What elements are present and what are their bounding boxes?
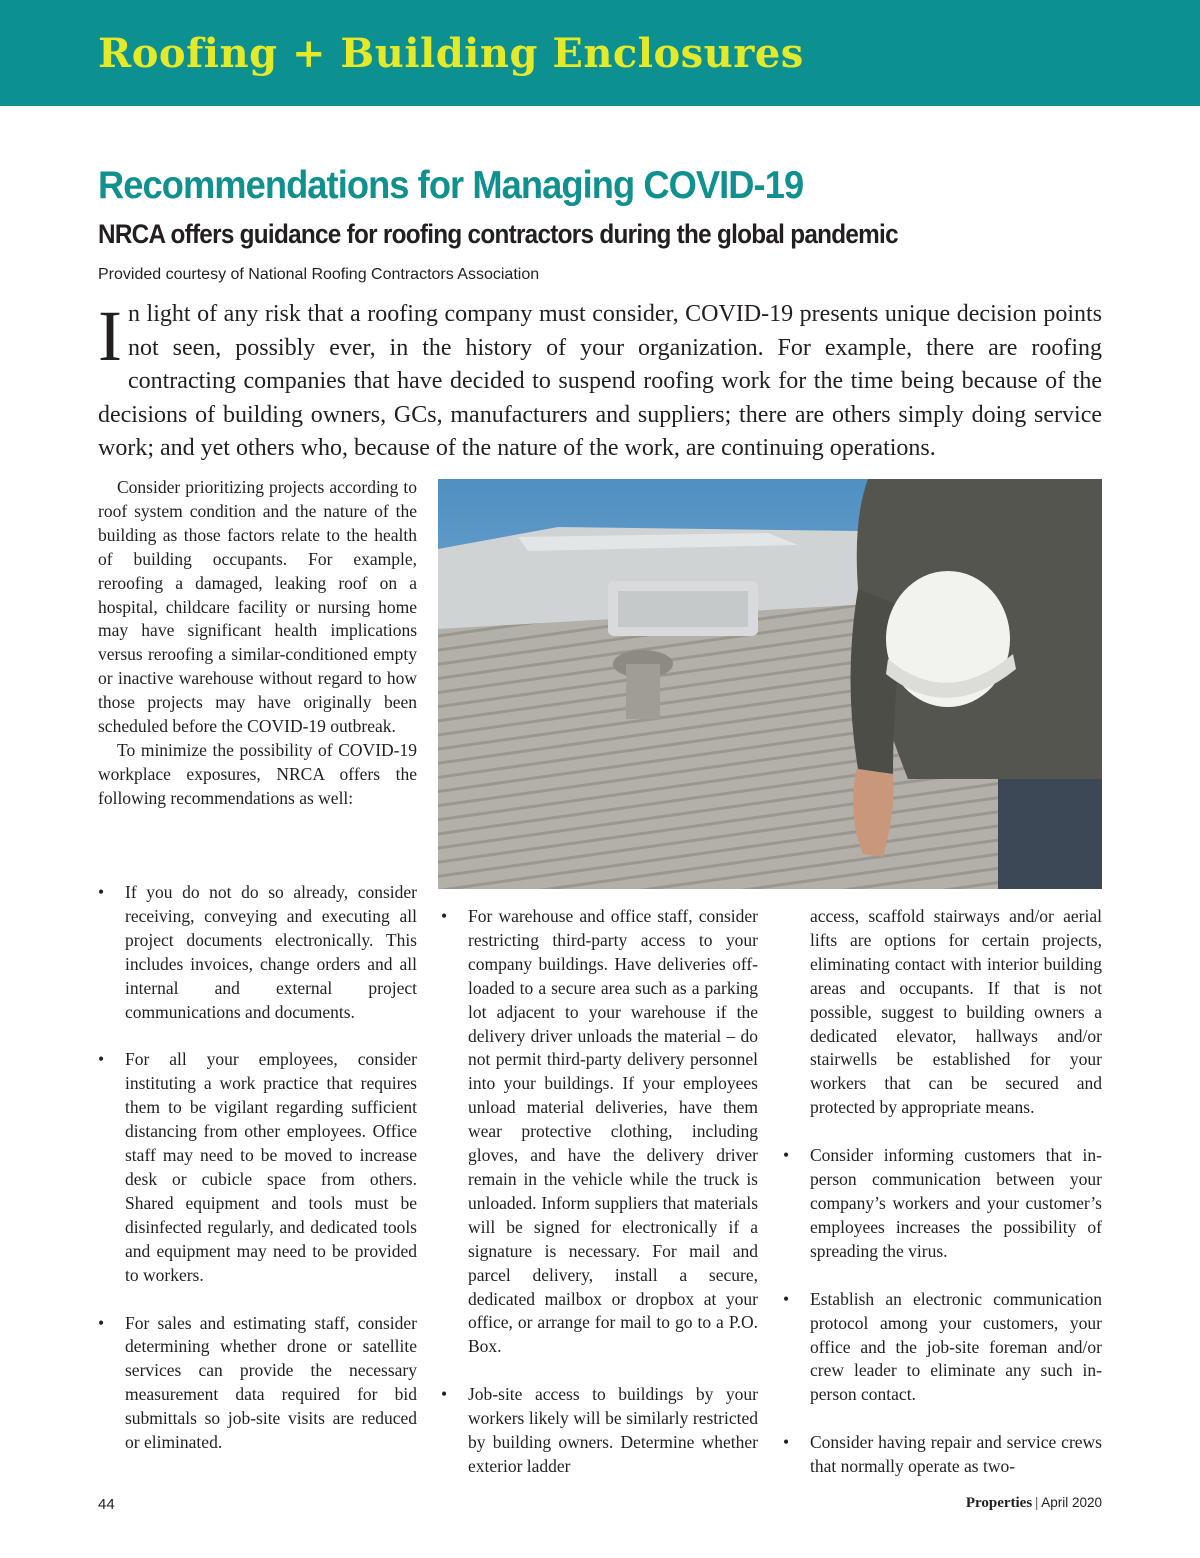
section-title: Roofing + Building Enclosures bbox=[98, 30, 804, 77]
bullet-item: • For all your employees, consider instituting a work practice that requires them to be vigilant regarding sufficient distancing from other employees. Office staff may need to be moved to increase desk or cubicle space from others. Shared equipment and tools must be disinfected regularly, and dedicated tools and equipment may need to be provided to workers. bbox=[98, 1048, 417, 1287]
page-number: 44 bbox=[98, 1496, 115, 1513]
bullet-item: • If you do not do so already, consider receiving, conveying and executing all project documents electronically. This includes invoices, change orders and all internal and external project communications and documents. bbox=[98, 881, 417, 1024]
bullet-item: • Establish an electronic communication protocol among your customers, your office and the job-site foreman and/or crew leader to eliminate any such in-person contact. bbox=[783, 1288, 1102, 1408]
article-headline: Recommendations for Managing COVID-19 bbox=[98, 164, 804, 207]
bullet-item: • Consider informing customers that in-person communication between your company’s workers and your customer’s employees increases the possibility of spreading the virus. bbox=[783, 1144, 1102, 1264]
bullet-continuation: access, scaffold stairways and/or aerial lifts are options for certain projects, eliminating contact with interior building areas and occupants. If that is not possible, suggest to building owners a dedicated elevator, hallways and/or stairwells be established for your workers that can be secured and protected by appropriate means. bbox=[810, 906, 1102, 1118]
column-1-bullets bbox=[98, 881, 417, 1455]
photo-illustration bbox=[438, 479, 1102, 889]
issue-date: April 2020 bbox=[1041, 1495, 1102, 1510]
column-3-body bbox=[783, 905, 1102, 1479]
bullet-item: • For sales and estimating staff, consider determining whether drone or satellite services can provide the necessary measurement data required for bid submittals so job-site visits are reduced or eliminated. bbox=[98, 1312, 417, 1455]
drop-cap: I bbox=[98, 296, 122, 376]
rooftop-worker-photo bbox=[438, 479, 1102, 889]
article-credit: Provided courtesy of National Roofing Contractors Association bbox=[98, 266, 540, 283]
publication-name: Properties bbox=[965, 1495, 1033, 1511]
column-1-body bbox=[98, 476, 417, 811]
footer-separator: | bbox=[1035, 1495, 1039, 1511]
article-subheadline: NRCA offers guidance for roofing contractors during the global pandemic bbox=[98, 219, 898, 249]
intro-text: n light of any risk that a roofing company must consider, COVID-19 presents unique decision points not seen, possibly ever, in the history of your organization. For example, there are roofing contracting companies that have decided to suspend roofing work for the time being because of the decisions of building owners, GCs, manufacturers and suppliers; there are others simply doing service work; and yet others who, because of the nature of the work, are continuing operations. bbox=[98, 301, 1102, 462]
publication-footer bbox=[966, 1495, 1102, 1512]
intro-paragraph bbox=[98, 298, 1102, 466]
body-paragraph: To minimize the possibility of COVID-19 workplace exposures, NRCA offers the following recommendations as well: bbox=[98, 739, 417, 808]
column-2-bullets bbox=[441, 905, 758, 1479]
bullet-item: • Job-site access to buildings by your workers likely will be similarly restricted by building owners. Determine whether exterior ladder bbox=[441, 1383, 758, 1479]
bullet-item: • Consider having repair and service crews that normally operate as two- bbox=[783, 1431, 1102, 1479]
bullet-item: • For warehouse and office staff, consider restricting third-party access to your company buildings. Have deliveries off-loaded to a secure area such as a parking lot adjacent to your warehouse if the delivery driver unloads the material – do not permit third-party delivery personnel into your buildings. If your employees unload material deliveries, have them wear protective clothing, including gloves, and have the delivery driver remain in the vehicle while the truck is unloaded. Inform suppliers that materials will be signed for electronically if a signature is necessary. For mail and parcel delivery, install a secure, dedicated mailbox or dropbox at your office, or arrange for mail to go to a P.O. Box. bbox=[441, 905, 758, 1359]
section-banner bbox=[0, 0, 1200, 106]
body-paragraph: Consider prioritizing projects according to roof system condition and the nature of the building as those factors relate to the health of building occupants. For example, reroofing a damaged, leaking roof on a hospital, childcare facility or nursing home may have significant health implications versus reroofing a similar-conditioned empty or inactive warehouse without regard to how those projects may have originally been scheduled before the COVID-19 outbreak. bbox=[98, 477, 417, 737]
